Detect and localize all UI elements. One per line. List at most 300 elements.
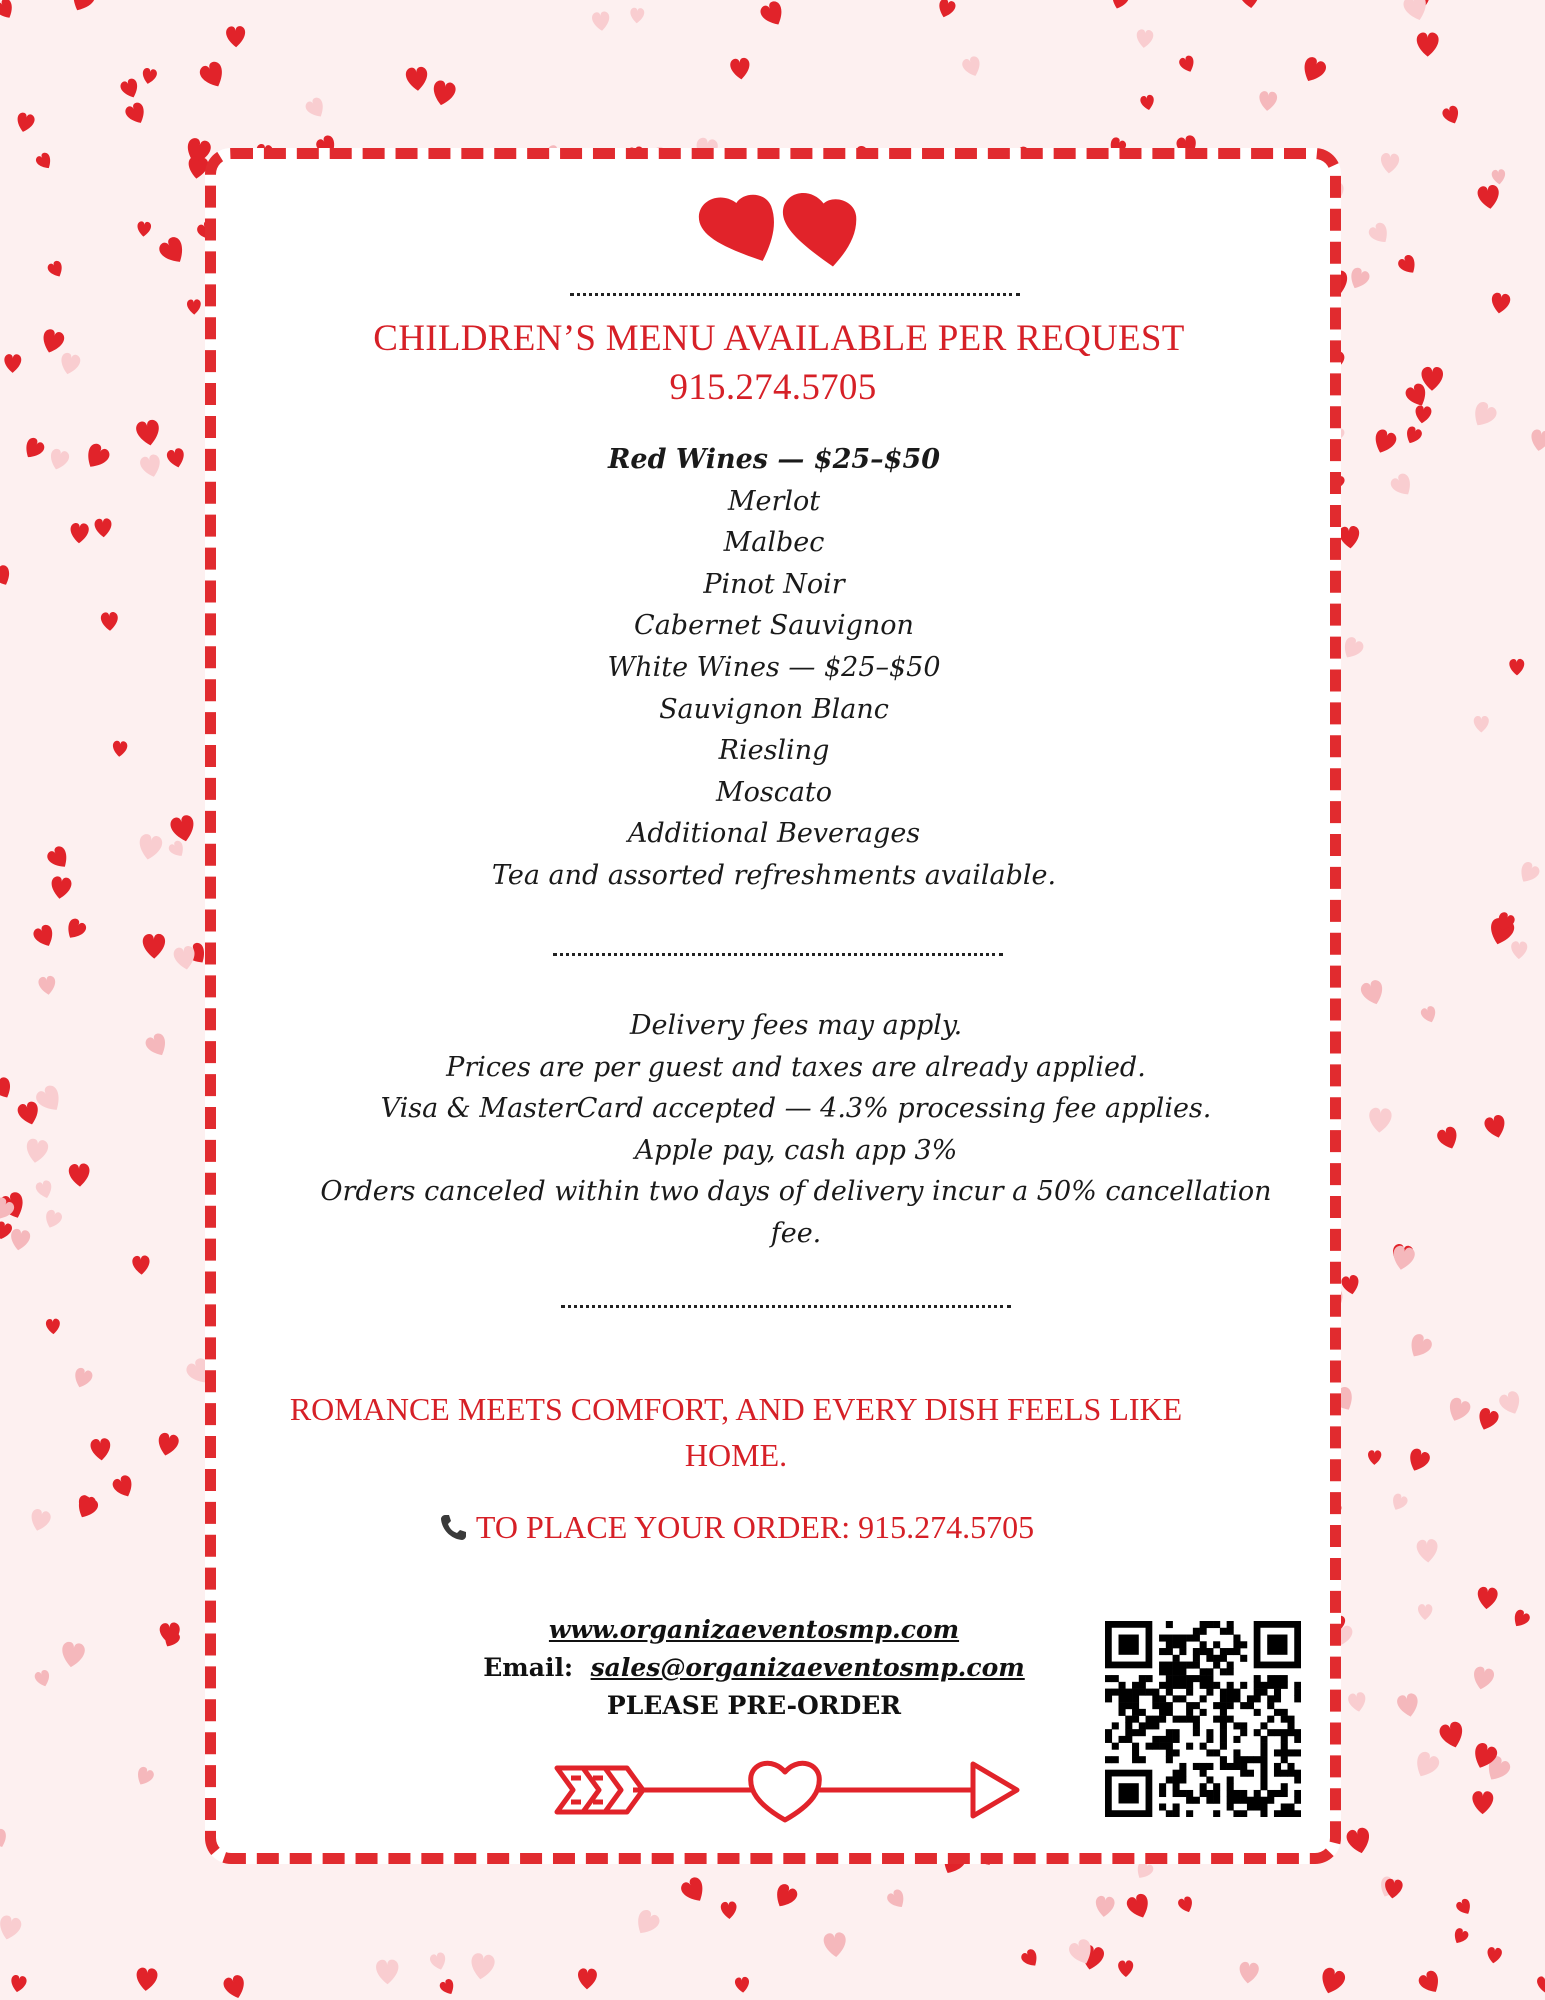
qr-module <box>1233 1695 1240 1702</box>
qr-module <box>1186 1635 1193 1642</box>
confetti-heart <box>73 1494 100 1522</box>
romance-tagline: ROMANCE MEETS COMFORT, AND EVERY DISH FEELS LIKE HOME. <box>289 1391 1183 1473</box>
qr-module <box>1159 1803 1166 1810</box>
qr-module <box>1233 1790 1240 1797</box>
qr-module <box>1173 1675 1180 1682</box>
confetti-heart <box>34 1669 53 1689</box>
qr-module <box>1159 1743 1166 1750</box>
qr-module <box>1294 1736 1301 1743</box>
qr-module <box>1173 1729 1180 1736</box>
qr-module <box>1193 1635 1200 1642</box>
additional-beverages-note: Tea and assorted refreshments available. <box>491 859 1057 891</box>
qr-module <box>1267 1797 1274 1804</box>
qr-module <box>1179 1763 1186 1770</box>
qr-module <box>1132 1749 1139 1756</box>
confetti-heart <box>222 1974 248 2000</box>
confetti-heart <box>58 352 81 377</box>
confetti-heart <box>1388 471 1416 499</box>
qr-module <box>1240 1790 1247 1797</box>
qr-module <box>1267 1675 1274 1682</box>
qr-module <box>1173 1790 1180 1797</box>
qr-module <box>1240 1722 1247 1729</box>
qr-module <box>1186 1662 1193 1669</box>
confetti-heart <box>961 55 984 79</box>
qr-module <box>1186 1702 1193 1709</box>
qr-module <box>1281 1709 1288 1716</box>
qr-module <box>1206 1682 1213 1689</box>
confetti-heart <box>1416 1539 1438 1563</box>
qr-module <box>1159 1709 1166 1716</box>
qr-module <box>1132 1695 1139 1702</box>
confetti-heart <box>679 1875 709 1906</box>
qr-module <box>1146 1722 1153 1729</box>
qr-module <box>1274 1695 1281 1702</box>
list-item: Sauvignon Blanc <box>659 693 889 725</box>
confetti-heart <box>304 96 329 121</box>
qr-module <box>1179 1770 1186 1777</box>
qr-module <box>1274 1675 1281 1682</box>
qr-module <box>1281 1803 1288 1810</box>
qr-module <box>1220 1722 1227 1729</box>
confetti-heart <box>591 11 610 32</box>
confetti-heart <box>169 814 197 844</box>
confetti-heart <box>0 1828 10 1850</box>
qr-module <box>1240 1641 1247 1648</box>
qr-module <box>1294 1749 1301 1756</box>
confetti-heart <box>1421 367 1443 391</box>
qr-module <box>1105 1736 1112 1743</box>
qr-module <box>1193 1722 1200 1729</box>
qr-module <box>1152 1716 1159 1723</box>
qr-module <box>1206 1790 1213 1797</box>
confetti-heart <box>1486 1947 1502 1965</box>
qr-module <box>1287 1803 1294 1810</box>
qr-module <box>1119 1709 1126 1716</box>
qr-module <box>1166 1635 1173 1642</box>
qr-module <box>1173 1668 1180 1675</box>
qr-module <box>1227 1648 1234 1655</box>
qr-module <box>1220 1628 1227 1635</box>
qr-module <box>1227 1702 1234 1709</box>
confetti-heart <box>1404 382 1431 410</box>
qr-module <box>1166 1776 1173 1783</box>
qr-module <box>1200 1783 1207 1790</box>
qr-module <box>1173 1635 1180 1642</box>
qr-module <box>1166 1749 1173 1756</box>
qr-module <box>1233 1810 1240 1817</box>
qr-module <box>1294 1682 1301 1689</box>
qr-module <box>1166 1743 1173 1750</box>
qr-module <box>1132 1689 1139 1696</box>
confetti-heart <box>81 441 112 472</box>
qr-module <box>1227 1695 1234 1702</box>
qr-module <box>1119 1702 1126 1709</box>
qr-module <box>1240 1729 1247 1736</box>
qr-module <box>1254 1797 1261 1804</box>
confetti-heart <box>771 1882 800 1911</box>
qr-module <box>1139 1729 1146 1736</box>
confetti-heart <box>1384 1878 1404 1899</box>
confetti-heart <box>101 612 119 631</box>
confetti-heart <box>141 67 158 85</box>
qr-module <box>1146 1743 1153 1750</box>
qr-module <box>1240 1810 1247 1817</box>
qr-module <box>1213 1810 1220 1817</box>
qr-module <box>1166 1662 1173 1669</box>
confetti-heart <box>63 917 89 943</box>
qr-module <box>1213 1783 1220 1790</box>
confetti-heart <box>630 8 645 24</box>
delivery-note: Delivery fees may apply. <box>629 1010 963 1041</box>
confetti-heart <box>1346 266 1371 292</box>
qr-module <box>1260 1689 1267 1696</box>
qr-module <box>1200 1675 1207 1682</box>
qr-module <box>1125 1729 1132 1736</box>
qr-module <box>1125 1736 1132 1743</box>
confetti-heart <box>1438 1720 1467 1750</box>
confetti-heart <box>1474 716 1489 733</box>
qr-module <box>1233 1797 1240 1804</box>
confetti-heart <box>735 1976 751 1993</box>
qr-module <box>1287 1763 1294 1770</box>
qr-module <box>1220 1763 1227 1770</box>
qr-module <box>1233 1756 1240 1763</box>
qr-module <box>1220 1729 1227 1736</box>
qr-module <box>1179 1790 1186 1797</box>
confetti-heart <box>1511 941 1528 959</box>
qr-module <box>1240 1682 1247 1689</box>
qr-module <box>1125 1695 1132 1702</box>
qr-module <box>1274 1790 1281 1797</box>
qr-module <box>1267 1729 1274 1736</box>
divider-dots-middle <box>553 953 1003 956</box>
confetti-heart <box>1178 54 1197 74</box>
qr-module <box>1247 1770 1254 1777</box>
qr-module <box>1294 1776 1301 1783</box>
qr-module <box>1206 1763 1213 1770</box>
list-item: Riesling <box>718 735 830 767</box>
confetti-heart <box>226 26 246 48</box>
confetti-heart <box>90 1438 112 1461</box>
qr-module <box>1179 1716 1186 1723</box>
confetti-heart <box>68 1163 90 1187</box>
confetti-heart <box>1414 405 1432 425</box>
qr-module <box>1227 1621 1234 1628</box>
qr-module <box>1166 1709 1173 1716</box>
qr-module <box>1227 1689 1234 1696</box>
confetti-heart <box>0 564 14 589</box>
qr-module <box>1159 1668 1166 1675</box>
qr-module <box>1247 1803 1254 1810</box>
qr-module <box>1159 1716 1166 1723</box>
confetti-heart <box>24 1138 49 1165</box>
qr-module <box>1132 1702 1139 1709</box>
confetti-heart <box>376 1959 399 1984</box>
qr-module <box>1260 1783 1267 1790</box>
cancellation-note: Orders canceled within two days of delivery incur a 50% cancellation fee. <box>320 1176 1272 1249</box>
qr-module <box>1213 1655 1220 1662</box>
email-link[interactable]: sales@organizaeventosmp.com <box>590 1653 1025 1682</box>
qr-module <box>1193 1729 1200 1736</box>
qr-module <box>1287 1722 1294 1729</box>
qr-module <box>1179 1648 1186 1655</box>
list-item: Cabernet Sauvignon <box>634 610 914 642</box>
qr-module <box>1139 1722 1146 1729</box>
qr-module <box>1112 1756 1119 1763</box>
qr-module <box>1281 1749 1288 1756</box>
qr-module <box>1240 1763 1247 1770</box>
qr-module <box>1105 1729 1112 1736</box>
confetti-heart <box>35 1179 55 1200</box>
confetti-heart <box>133 1765 155 1788</box>
qr-module <box>1112 1743 1119 1750</box>
confetti-heart <box>1317 1966 1347 1997</box>
confetti-heart <box>9 1228 31 1252</box>
confetti-heart <box>1417 33 1439 57</box>
qr-module <box>1193 1648 1200 1655</box>
qr-module <box>1146 1689 1153 1696</box>
additional-beverages-heading: Additional Beverages <box>627 818 921 850</box>
qr-module <box>1186 1743 1193 1750</box>
confetti-heart <box>1345 1826 1373 1855</box>
qr-module <box>1233 1689 1240 1696</box>
confetti-heart <box>1472 1791 1493 1814</box>
qr-module <box>1220 1736 1227 1743</box>
confetti-heart <box>119 77 141 100</box>
wine-list <box>216 439 1332 897</box>
qr-module <box>1152 1695 1159 1702</box>
qr-module <box>1112 1675 1119 1682</box>
qr-module <box>1173 1641 1180 1648</box>
qr-module <box>1274 1729 1281 1736</box>
confetti-heart <box>1468 400 1499 431</box>
qr-module <box>1247 1702 1254 1709</box>
confetti-heart <box>28 1508 52 1534</box>
confetti-heart <box>1529 429 1545 453</box>
confetti-heart <box>45 844 73 872</box>
qr-module <box>1193 1702 1200 1709</box>
confetti-heart <box>1490 292 1511 315</box>
confetti-heart <box>112 740 128 757</box>
qr-module <box>1119 1783 1139 1803</box>
qr-module <box>1125 1722 1132 1729</box>
confetti-heart <box>46 259 66 279</box>
qr-module <box>1294 1797 1301 1804</box>
confetti-heart <box>1509 659 1524 676</box>
confetti-heart <box>1238 1961 1259 1984</box>
preorder-text: PLEASE PRE-ORDER <box>606 1691 902 1720</box>
qr-module <box>1152 1736 1159 1743</box>
qr-module <box>1240 1756 1247 1763</box>
qr-module <box>1233 1749 1240 1756</box>
policy-notes <box>296 1005 1296 1254</box>
confetti-heart <box>720 1901 737 1919</box>
confetti-heart <box>1435 1125 1461 1152</box>
heart-arrow-icon <box>553 1754 1023 1826</box>
qr-module <box>1166 1668 1173 1675</box>
qr-module <box>1213 1682 1220 1689</box>
qr-module <box>1173 1810 1180 1817</box>
qr-module <box>1159 1783 1166 1790</box>
qr-module <box>1260 1803 1267 1810</box>
order-text: TO PLACE YOUR ORDER: 915.274.5705 <box>475 1509 1035 1545</box>
confetti-heart <box>0 1075 15 1101</box>
qr-module <box>1233 1722 1240 1729</box>
qr-module <box>1119 1695 1126 1702</box>
qr-module <box>1254 1729 1261 1736</box>
qr-module <box>1119 1635 1139 1655</box>
qr-module <box>1193 1675 1200 1682</box>
qr-module <box>1146 1675 1153 1682</box>
qr-module <box>1132 1756 1139 1763</box>
qr-module <box>1152 1743 1159 1750</box>
qr-module <box>1179 1662 1186 1669</box>
qr-module <box>1105 1689 1112 1696</box>
qr-module <box>1139 1709 1146 1716</box>
confetti-heart <box>1347 1691 1367 1713</box>
confetti-heart <box>0 1914 23 1942</box>
qr-module <box>1220 1689 1227 1696</box>
confetti-heart <box>42 1208 63 1230</box>
confetti-heart <box>885 1888 908 1912</box>
qr-module <box>1274 1763 1281 1770</box>
qr-module <box>1200 1763 1207 1770</box>
confetti-heart <box>0 0 17 22</box>
qr-module <box>1152 1702 1159 1709</box>
confetti-heart <box>936 0 957 20</box>
website-link[interactable]: www.organizaeventosmp.com <box>548 1615 960 1644</box>
qr-module <box>1247 1797 1254 1804</box>
qr-module <box>1227 1763 1234 1770</box>
qr-module <box>1200 1709 1207 1716</box>
qr-module <box>1220 1716 1227 1723</box>
qr-module <box>1179 1776 1186 1783</box>
qr-module <box>1254 1790 1261 1797</box>
confetti-heart <box>50 876 73 900</box>
qr-module <box>1206 1668 1213 1675</box>
confetti-heart <box>187 299 201 315</box>
qr-module <box>1260 1797 1267 1804</box>
prices-note: Prices are per guest and taxes are already applied. <box>446 1051 1146 1083</box>
confetti-heart <box>1476 1586 1498 1610</box>
qr-module <box>1206 1797 1213 1804</box>
qr-module <box>1260 1749 1267 1756</box>
qr-module <box>1200 1682 1207 1689</box>
qr-module <box>1139 1682 1146 1689</box>
red-wines-heading: Red Wines — $25–$50 <box>607 444 941 475</box>
confetti-heart <box>1445 1396 1473 1425</box>
qr-module <box>1274 1709 1281 1716</box>
confetti-heart <box>94 518 112 537</box>
qr-module <box>1227 1776 1234 1783</box>
qr-module <box>1159 1635 1166 1642</box>
confetti-heart <box>159 1622 181 1645</box>
qr-module <box>1227 1668 1234 1675</box>
qr-module <box>1227 1790 1234 1797</box>
qr-module <box>1200 1790 1207 1797</box>
qr-module <box>1220 1743 1227 1750</box>
confetti-heart <box>1418 1604 1433 1620</box>
list-item: Merlot <box>727 485 821 517</box>
qr-module <box>1186 1675 1193 1682</box>
qr-module <box>1166 1682 1173 1689</box>
qr-module <box>1260 1770 1267 1777</box>
confetti-heart <box>469 1952 496 1981</box>
confetti-heart <box>1368 1107 1392 1133</box>
qr-module <box>1193 1763 1200 1770</box>
confetti-heart <box>438 1978 457 1998</box>
qr-module <box>1179 1668 1186 1675</box>
qr-module <box>1179 1675 1186 1682</box>
qr-module <box>1159 1702 1166 1709</box>
qr-module <box>1213 1790 1220 1797</box>
confetti-heart <box>1299 55 1329 86</box>
qr-module <box>1294 1790 1301 1797</box>
qr-module <box>1166 1689 1173 1696</box>
confetti-heart <box>157 234 190 268</box>
qr-module <box>1267 1716 1274 1723</box>
qr-module <box>1166 1621 1173 1628</box>
qr-module <box>1119 1682 1126 1689</box>
qr-module <box>1294 1810 1301 1817</box>
confetti-heart <box>135 419 162 448</box>
confetti-heart <box>1471 1665 1496 1691</box>
confetti-heart <box>758 0 787 29</box>
qr-module <box>1173 1770 1180 1777</box>
qr-module <box>1281 1783 1288 1790</box>
qr-module <box>1139 1689 1146 1696</box>
confetti-heart <box>1359 978 1387 1007</box>
qr-module <box>1213 1716 1220 1723</box>
children-menu-heading: CHILDREN’S MENU AVAILABLE PER REQUEST <box>373 318 1185 359</box>
double-heart-icon <box>698 189 898 269</box>
qr-module <box>1186 1716 1193 1723</box>
qr-module <box>1287 1770 1294 1777</box>
qr-module <box>1166 1736 1173 1743</box>
confetti-heart <box>1258 91 1277 112</box>
qr-module <box>1179 1695 1186 1702</box>
qr-module <box>1173 1783 1180 1790</box>
qr-module <box>1173 1695 1180 1702</box>
qr-module <box>1125 1716 1132 1723</box>
qr-module <box>1173 1716 1180 1723</box>
qr-module <box>1287 1716 1294 1723</box>
qr-module <box>1220 1702 1227 1709</box>
qr-module <box>1159 1695 1166 1702</box>
qr-module <box>1294 1689 1301 1696</box>
confetti-heart <box>1396 1692 1421 1718</box>
qr-module <box>1206 1776 1213 1783</box>
qr-module <box>1274 1770 1281 1777</box>
qr-module <box>1112 1689 1119 1696</box>
qr-module <box>1281 1770 1288 1777</box>
qr-module <box>1260 1776 1267 1783</box>
qr-module <box>1173 1682 1180 1689</box>
qr-module <box>1186 1797 1193 1804</box>
confetti-heart <box>1403 425 1423 446</box>
confetti-heart <box>1389 1492 1409 1513</box>
confetti-heart <box>1420 1005 1439 1025</box>
qr-module <box>1233 1763 1240 1770</box>
qr-module <box>1287 1729 1294 1736</box>
qr-module <box>1287 1749 1294 1756</box>
qr-module <box>1193 1655 1200 1662</box>
email-label: Email: <box>483 1653 574 1682</box>
qr-module <box>1186 1810 1193 1817</box>
qr-module <box>1254 1682 1261 1689</box>
list-item: Malbec <box>723 527 825 559</box>
confetti-heart <box>198 59 229 91</box>
